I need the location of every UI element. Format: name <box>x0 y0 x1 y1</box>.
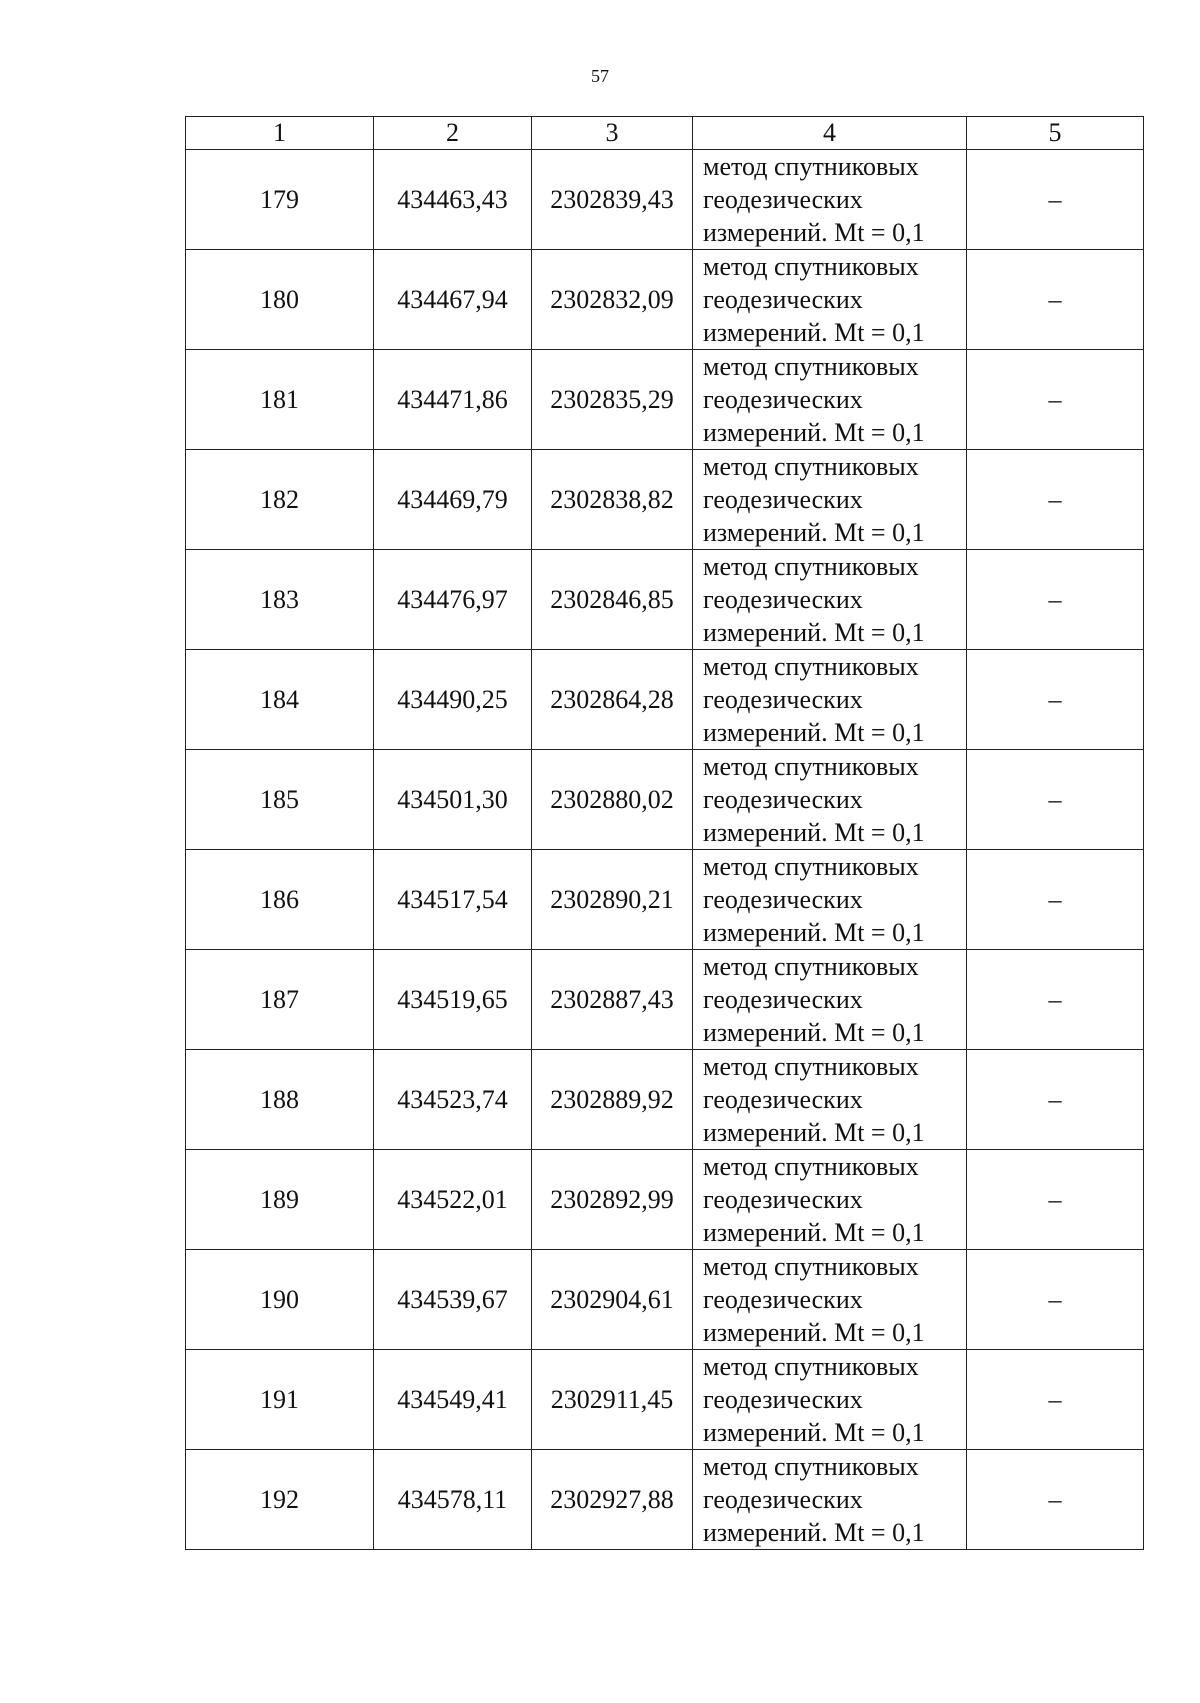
y-coordinate-cell: 2302838,82 <box>532 450 693 550</box>
x-coordinate-cell: 434490,25 <box>374 650 532 750</box>
table-header <box>186 117 1144 150</box>
table-body <box>186 150 1144 1550</box>
method-cell: метод спутниковых геодезических измерений. Mt = 0,1 <box>693 650 967 750</box>
table-row <box>186 950 1144 1050</box>
method-cell: метод спутниковых геодезических измерений. Mt = 0,1 <box>693 950 967 1050</box>
note-cell: – <box>967 1150 1144 1250</box>
note-cell: – <box>967 850 1144 950</box>
y-coordinate-cell: 2302832,09 <box>532 250 693 350</box>
y-coordinate-cell: 2302890,21 <box>532 850 693 950</box>
page-number: 57 <box>591 66 609 86</box>
table-row <box>186 850 1144 950</box>
point-number-cell: 183 <box>186 550 374 650</box>
table-row <box>186 1150 1144 1250</box>
header-col-2: 2 <box>374 117 532 150</box>
point-number-cell: 179 <box>186 150 374 250</box>
table-row <box>186 450 1144 550</box>
x-coordinate-cell: 434578,11 <box>374 1450 532 1550</box>
method-cell: метод спутниковых геодезических измерений. Mt = 0,1 <box>693 550 967 650</box>
table-row <box>186 550 1144 650</box>
y-coordinate-cell: 2302864,28 <box>532 650 693 750</box>
point-number-cell: 190 <box>186 1250 374 1350</box>
header-col-5: 5 <box>967 117 1144 150</box>
x-coordinate-cell: 434517,54 <box>374 850 532 950</box>
point-number-cell: 187 <box>186 950 374 1050</box>
method-cell: метод спутниковых геодезических измерений. Mt = 0,1 <box>693 1050 967 1150</box>
table-row <box>186 150 1144 250</box>
method-cell: метод спутниковых геодезических измерений. Mt = 0,1 <box>693 1450 967 1550</box>
x-coordinate-cell: 434519,65 <box>374 950 532 1050</box>
x-coordinate-cell: 434471,86 <box>374 350 532 450</box>
method-cell: метод спутниковых геодезических измерений. Mt = 0,1 <box>693 250 967 350</box>
table-row <box>186 350 1144 450</box>
note-cell: – <box>967 1450 1144 1550</box>
note-cell: – <box>967 1250 1144 1350</box>
x-coordinate-cell: 434467,94 <box>374 250 532 350</box>
point-number-cell: 186 <box>186 850 374 950</box>
x-coordinate-cell: 434539,67 <box>374 1250 532 1350</box>
table-row <box>186 250 1144 350</box>
point-number-cell: 181 <box>186 350 374 450</box>
point-number-cell: 191 <box>186 1350 374 1450</box>
method-cell: метод спутниковых геодезических измерений. Mt = 0,1 <box>693 350 967 450</box>
point-number-cell: 182 <box>186 450 374 550</box>
note-cell: – <box>967 150 1144 250</box>
method-cell: метод спутниковых геодезических измерений. Mt = 0,1 <box>693 850 967 950</box>
x-coordinate-cell: 434549,41 <box>374 1350 532 1450</box>
x-coordinate-cell: 434523,74 <box>374 1050 532 1150</box>
y-coordinate-cell: 2302880,02 <box>532 750 693 850</box>
note-cell: – <box>967 550 1144 650</box>
y-coordinate-cell: 2302889,92 <box>532 1050 693 1150</box>
method-cell: метод спутниковых геодезических измерений. Mt = 0,1 <box>693 1350 967 1450</box>
x-coordinate-cell: 434522,01 <box>374 1150 532 1250</box>
point-number-cell: 185 <box>186 750 374 850</box>
y-coordinate-cell: 2302892,99 <box>532 1150 693 1250</box>
method-cell: метод спутниковых геодезических измерений. Mt = 0,1 <box>693 450 967 550</box>
table-row <box>186 1250 1144 1350</box>
x-coordinate-cell: 434476,97 <box>374 550 532 650</box>
method-cell: метод спутниковых геодезических измерений. Mt = 0,1 <box>693 1250 967 1350</box>
x-coordinate-cell: 434463,43 <box>374 150 532 250</box>
table-row <box>186 1050 1144 1150</box>
y-coordinate-cell: 2302835,29 <box>532 350 693 450</box>
table-row <box>186 1450 1144 1550</box>
header-col-3: 3 <box>532 117 693 150</box>
y-coordinate-cell: 2302904,61 <box>532 1250 693 1350</box>
y-coordinate-cell: 2302911,45 <box>532 1350 693 1450</box>
x-coordinate-cell: 434469,79 <box>374 450 532 550</box>
note-cell: – <box>967 950 1144 1050</box>
method-cell: метод спутниковых геодезических измерений. Mt = 0,1 <box>693 1150 967 1250</box>
note-cell: – <box>967 350 1144 450</box>
header-row <box>186 117 1144 150</box>
method-cell: метод спутниковых геодезических измерений. Mt = 0,1 <box>693 750 967 850</box>
note-cell: – <box>967 1050 1144 1150</box>
note-cell: – <box>967 750 1144 850</box>
point-number-cell: 180 <box>186 250 374 350</box>
note-cell: – <box>967 450 1144 550</box>
y-coordinate-cell: 2302927,88 <box>532 1450 693 1550</box>
note-cell: – <box>967 250 1144 350</box>
coordinates-table <box>185 116 1144 1550</box>
method-cell: метод спутниковых геодезических измерений. Mt = 0,1 <box>693 150 967 250</box>
table-row <box>186 750 1144 850</box>
x-coordinate-cell: 434501,30 <box>374 750 532 850</box>
note-cell: – <box>967 1350 1144 1450</box>
y-coordinate-cell: 2302839,43 <box>532 150 693 250</box>
y-coordinate-cell: 2302846,85 <box>532 550 693 650</box>
point-number-cell: 184 <box>186 650 374 750</box>
header-col-4: 4 <box>693 117 967 150</box>
table-row <box>186 1350 1144 1450</box>
table-row <box>186 650 1144 750</box>
point-number-cell: 188 <box>186 1050 374 1150</box>
note-cell: – <box>967 650 1144 750</box>
point-number-cell: 192 <box>186 1450 374 1550</box>
point-number-cell: 189 <box>186 1150 374 1250</box>
header-col-1: 1 <box>186 117 374 150</box>
y-coordinate-cell: 2302887,43 <box>532 950 693 1050</box>
